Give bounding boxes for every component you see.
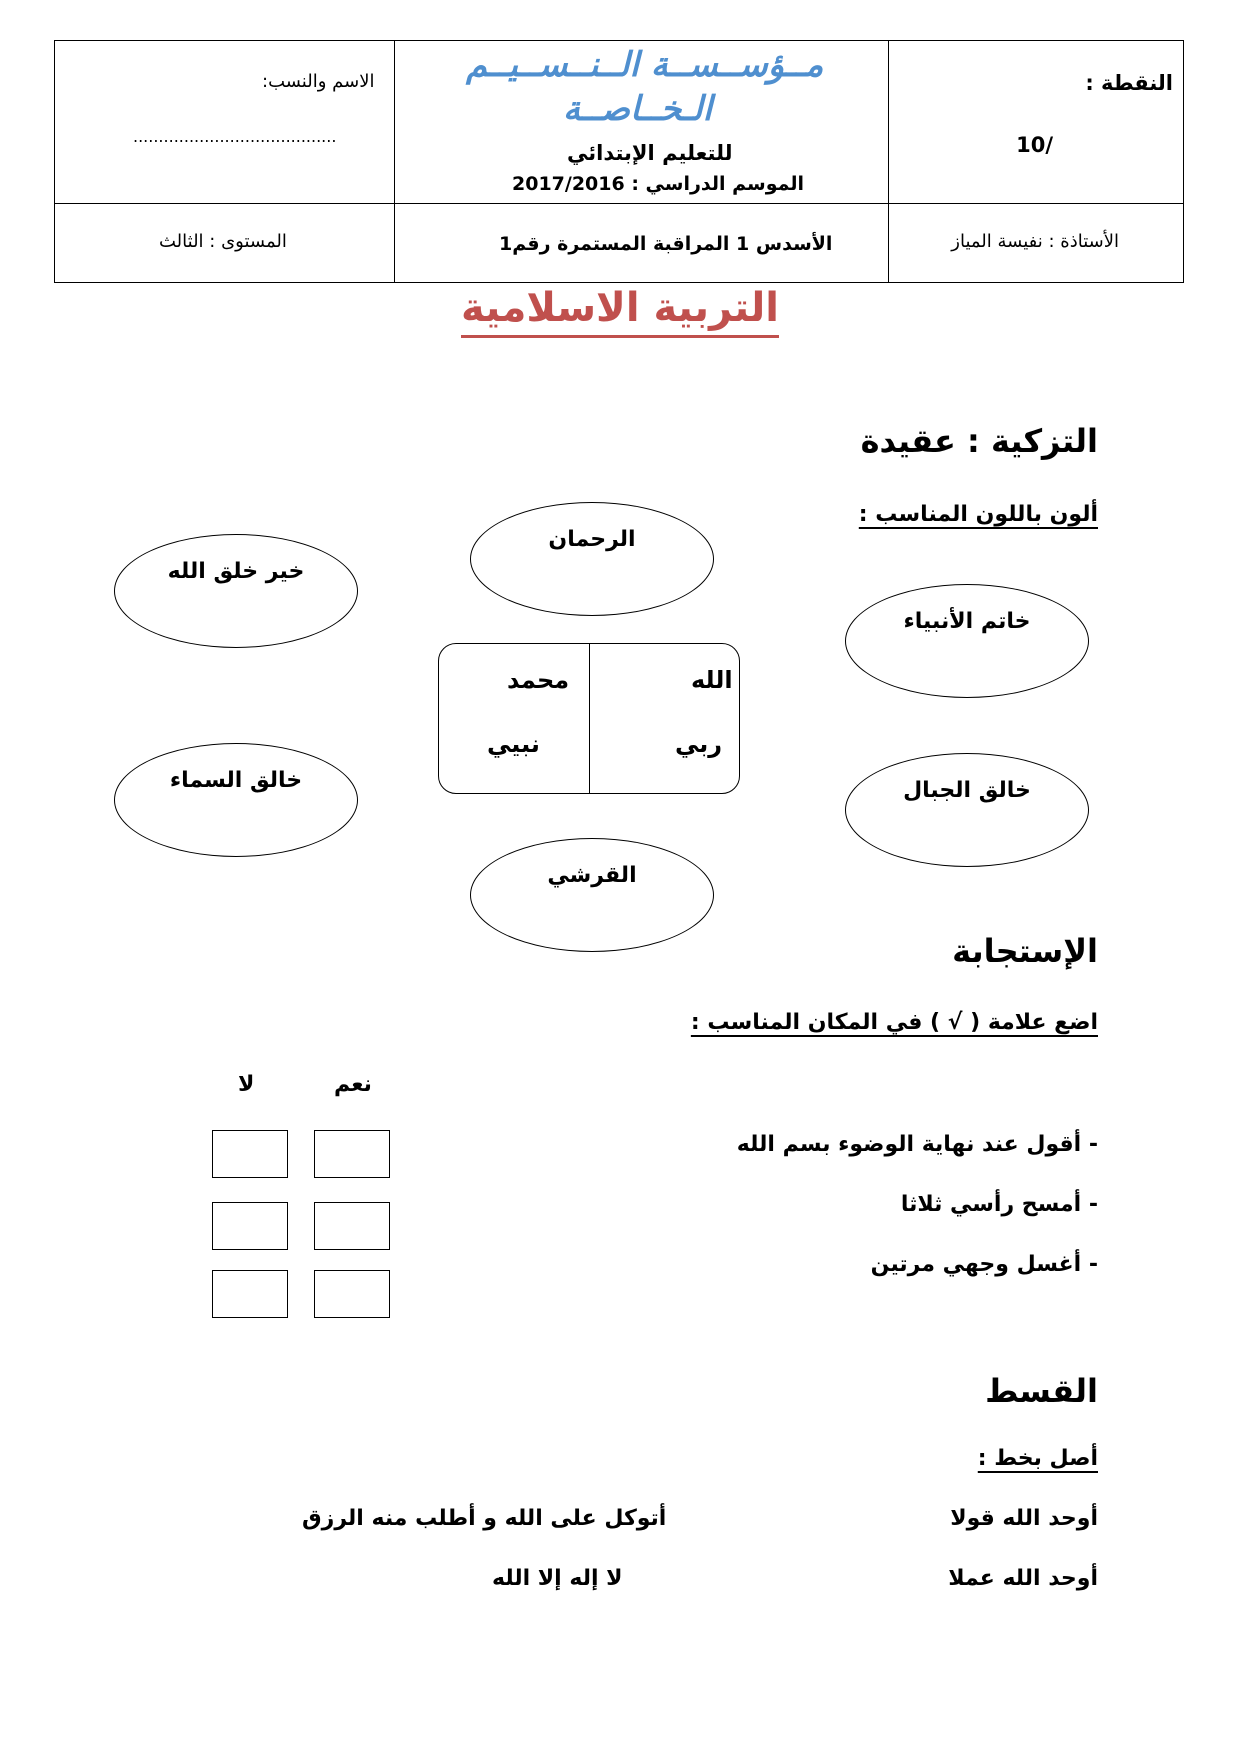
no-checkbox-1[interactable] bbox=[212, 1130, 288, 1178]
grid-word-allah[interactable]: الله bbox=[691, 666, 733, 694]
school-name-line1: مــؤســســة الــنــســيــم bbox=[466, 45, 824, 85]
score-label: النقطة : bbox=[1085, 71, 1173, 95]
name-grid bbox=[438, 643, 740, 794]
page-title bbox=[0, 285, 1240, 331]
level: المستوى : الثالث bbox=[159, 231, 287, 252]
statement-2: - أمسح رأسي ثلاثا bbox=[900, 1192, 1098, 1217]
yes-checkbox-3[interactable] bbox=[314, 1270, 390, 1318]
oval-khaliq-as-sama[interactable] bbox=[114, 743, 358, 857]
match-left-item-2[interactable]: لا إله إلا الله bbox=[492, 1566, 623, 1591]
section-heading-istijaba: الإستجابة bbox=[952, 932, 1098, 970]
oval-al-qurashi[interactable] bbox=[470, 838, 714, 952]
header-table bbox=[54, 40, 1184, 283]
instruction-match: أصل بخط : bbox=[977, 1446, 1098, 1471]
teacher-name: الأستاذة : نفيسة المياز bbox=[951, 231, 1119, 252]
instruction-checkmark: اضع علامة ( √ ) في المكان المناسب : bbox=[690, 1010, 1098, 1035]
oval-label: القرشي bbox=[547, 863, 637, 888]
instruction-color: ألون باللون المناسب : bbox=[858, 502, 1098, 527]
school-season: الموسم الدراسي : 2017/2016 bbox=[512, 173, 805, 195]
oval-khatam-al-anbiya[interactable] bbox=[845, 584, 1089, 698]
match-right-item-1[interactable]: أوحد الله قولا bbox=[950, 1506, 1098, 1531]
oval-khayr-khalq-allah[interactable] bbox=[114, 534, 358, 648]
no-checkbox-2[interactable] bbox=[212, 1202, 288, 1250]
oval-label: خالق الجبال bbox=[903, 778, 1031, 803]
statement-3: - أغسل وجهي مرتين bbox=[870, 1252, 1098, 1277]
section-heading-aqida: التزكية : عقيدة bbox=[860, 422, 1098, 460]
school-type: للتعليم الإبتدائي bbox=[567, 141, 733, 165]
yes-checkbox-2[interactable] bbox=[314, 1202, 390, 1250]
grid-divider bbox=[589, 644, 590, 793]
no-column-header: لا bbox=[238, 1072, 255, 1097]
name-blank[interactable]: ........................................ bbox=[133, 127, 337, 146]
grid-word-nabiyyi[interactable]: نبيي bbox=[487, 730, 540, 758]
assessment-title: الأسدس 1 المراقبة المستمرة رقم1 bbox=[499, 233, 833, 255]
page-title-text: التربية الاسلامية bbox=[461, 285, 779, 338]
yes-checkbox-1[interactable] bbox=[314, 1130, 390, 1178]
oval-label: خاتم الأنبياء bbox=[903, 609, 1031, 634]
oval-label: خالق السماء bbox=[169, 768, 303, 793]
header-divider bbox=[55, 203, 1183, 204]
statement-1: - أقول عند نهاية الوضوء بسم الله bbox=[736, 1132, 1098, 1157]
section-heading-qist: القسط bbox=[985, 1372, 1098, 1410]
yes-column-header: نعم bbox=[334, 1072, 372, 1097]
oval-label: الرحمان bbox=[548, 527, 636, 552]
score-value: 10/ bbox=[1016, 133, 1053, 157]
grid-word-muhammad[interactable]: محمد bbox=[507, 666, 570, 694]
match-left-item-1[interactable]: أتوكل على الله و أطلب منه الرزق bbox=[302, 1506, 667, 1531]
no-checkbox-3[interactable] bbox=[212, 1270, 288, 1318]
oval-khaliq-al-jibal[interactable] bbox=[845, 753, 1089, 867]
name-label: الاسم والنسب: bbox=[262, 71, 375, 92]
school-name-line2: الـخــاصــة bbox=[563, 89, 713, 129]
oval-label: خير خلق الله bbox=[167, 559, 305, 584]
grid-word-rabbi[interactable]: ربي bbox=[675, 730, 723, 758]
oval-arrahman[interactable] bbox=[470, 502, 714, 616]
header-divider bbox=[888, 41, 889, 282]
match-right-item-2[interactable]: أوحد الله عملا bbox=[948, 1566, 1098, 1591]
header-divider bbox=[394, 41, 395, 282]
